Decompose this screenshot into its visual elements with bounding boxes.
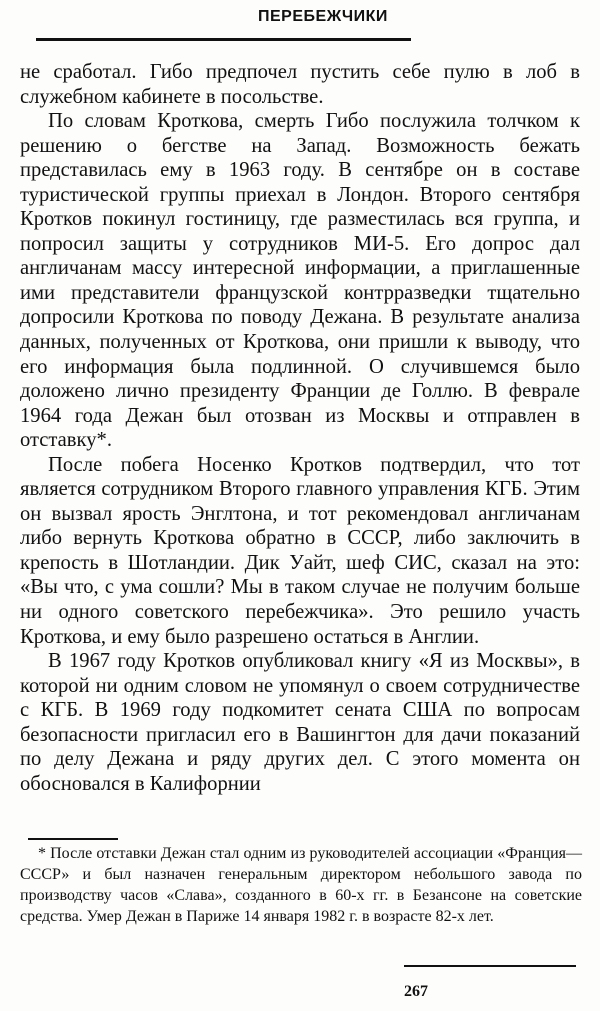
paragraph: В 1967 году Кротков опубликовал книгу «Я из Москвы», в которой ни одним словом не упомянул о своем сотрудничестве с КГБ. В 1969 году подкомитет сената США по вопросам безопасности пригласил его в Вашингтон для дачи показаний по делу Дежана и ряду других дел. С этого момента он обосновался в Калифорнии bbox=[20, 650, 580, 795]
running-head: ПЕРЕБЕЖЧИКИ bbox=[258, 8, 388, 25]
paragraph: По словам Кроткова, смерть Гибо послужила толчком к решению о бегстве на Запад. Возможность бежать представилась ему в 1963 году. В сентябре он в составе туристической группы приехал в Лондон. Второго сентября Кротков покинул гостиницу, где разместилась вся группа, и попросил защиты у сотрудников МИ-5. Его допрос дал англичанам массу интересной информации, а приглашенные ими представители французской контрразведки тщательно допросили Кроткова по поводу Дежана. В результате анализа данных, полученных от Кроткова, они пришли к выводу, что его информация была подлинной. О случившемся было доложено лично президенту Франции де Голлю. В феврале 1964 года Дежан был отозван из Москвы и отправлен в отставку*. bbox=[20, 110, 580, 452]
footnote: * После отставки Дежан стал одним из руководителей ассоциации «Франция—СССР» и был назначен генеральным директором небольшого завода по производству часов «Слава», созданного в 60-х гг. в Безансоне на советские средства. Умер Дежан в Париже 14 января 1982 г. в возрасте 82-х лет. bbox=[20, 845, 582, 925]
footnote-rule bbox=[28, 838, 118, 840]
paragraph-continuation: не сработал. Гибо предпочел пустить себе пулю в лоб в служебном кабинете в посольстве. bbox=[20, 61, 580, 108]
paragraph: После побега Носенко Кротков подтвердил, что тот является сотрудником Второго главного управления КГБ. Этим он вызвал ярость Энглтона, и тот рекомендовал англичанам либо вернуть Кроткова обратно в СССР, либо заключить в крепость в Шотландии. Дик Уайт, шеф СИС, сказал на это: «Вы что, с ума сошли? Мы в таком случае не получим больше ни одного советского перебежчика». Это решило участь Кроткова, и ему было разрешено остаться в Англии. bbox=[20, 453, 580, 648]
page-number: 267 bbox=[404, 983, 428, 1000]
footer-rule bbox=[404, 965, 576, 967]
header-rule bbox=[36, 38, 411, 41]
body-text bbox=[20, 60, 580, 796]
